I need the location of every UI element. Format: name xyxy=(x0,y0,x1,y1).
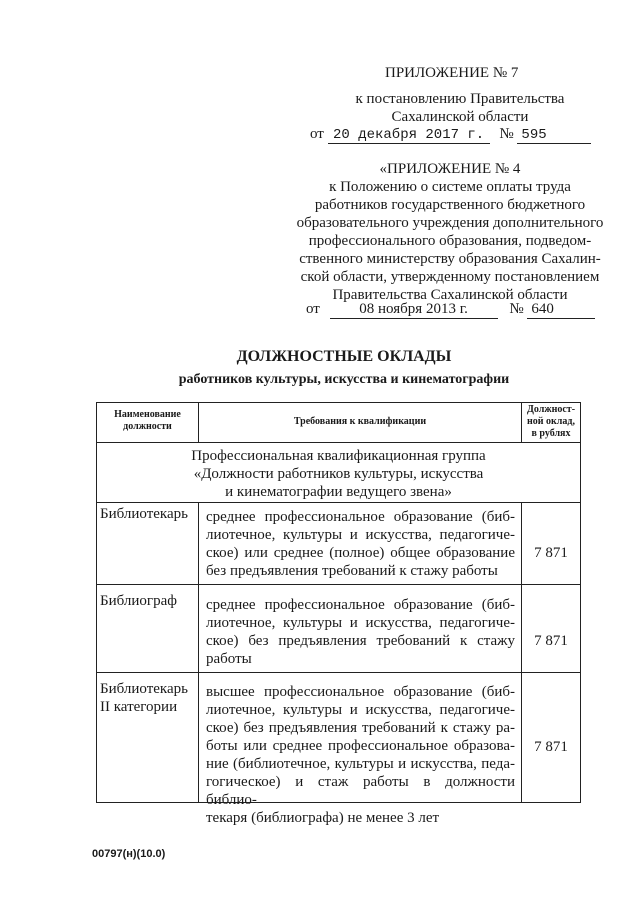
prior-appendix-title: «ПРИЛОЖЕНИЕ № 4 xyxy=(379,161,521,177)
row-salary: 7 871 xyxy=(534,545,568,561)
table-row-1-bottom xyxy=(96,584,581,585)
resolution-line-2: Сахалинской области xyxy=(391,109,529,125)
requirement-line: работы xyxy=(206,651,252,667)
requirement-line: высшее профессиональное образование (биб- xyxy=(206,684,515,700)
row-requirements xyxy=(206,596,515,668)
table-border-top xyxy=(96,402,581,403)
prior-appendix-line: к Положению о системе оплаты труда xyxy=(329,179,571,195)
number-label: № xyxy=(499,126,514,142)
requirement-line: среднее профессиональное образование (биб- xyxy=(206,597,515,613)
table-group-bottom xyxy=(96,502,581,503)
prior-appendix-line: работников государственного бюджетного xyxy=(314,197,586,213)
requirement-line: лиотечное, культуры и искусства, педагогиче- xyxy=(206,702,515,718)
prior-appendix-text xyxy=(280,178,620,304)
row-position: Библиограф xyxy=(100,593,177,609)
requirement-line: боты или среднее профессиональное образова- xyxy=(206,738,515,754)
document-title: ДОЛЖНОСТНЫЕ ОКЛАДЫ xyxy=(236,348,452,365)
row-salary: 7 871 xyxy=(534,633,568,649)
header-position-line: Наименование xyxy=(114,409,181,420)
requirement-line: без предъявления требований к стажу работы xyxy=(206,563,498,579)
row-salary: 7 871 xyxy=(534,739,568,755)
requirement-line: среднее профессиональное образование (биб- xyxy=(206,509,515,525)
requirement-line: ское) или среднее (полное) общее образование xyxy=(206,545,515,561)
prior-appendix-line: образовательного учреждения дополнительного xyxy=(296,215,604,231)
row-requirements xyxy=(206,508,515,580)
resolution-date-line xyxy=(310,126,591,144)
prior-appendix-line: Правительства Сахалинской области xyxy=(332,287,568,303)
table-border-right xyxy=(580,402,581,803)
resolution-date: 20 декабря 2017 г. xyxy=(328,127,490,144)
row-position-line: Библиотекарь xyxy=(100,681,188,697)
document-subtitle: работников культуры, искусства и кинематографии xyxy=(178,372,510,387)
prior-from-label: от xyxy=(306,301,320,317)
table-row-2-bottom xyxy=(96,672,581,673)
resolution-number: 595 xyxy=(517,127,591,144)
header-position xyxy=(97,409,198,433)
requirement-line: текаря (библиографа) не менее 3 лет xyxy=(206,810,440,826)
header-salary-line: ной оклад, xyxy=(527,416,575,427)
from-label: от xyxy=(310,126,324,142)
header-requirements: Требования к квалификации xyxy=(293,416,427,427)
appendix-title: ПРИЛОЖЕНИЕ № 7 xyxy=(385,65,519,81)
prior-appendix-line: ственного министерству образования Сахалин- xyxy=(299,251,601,267)
row-requirements xyxy=(206,683,515,827)
header-position-line: должности xyxy=(123,421,172,432)
row-position xyxy=(100,680,196,716)
requirement-line: ское) без предъявления требований к стажу xyxy=(206,633,515,649)
group-title-line: и кинематографии ведущего звена» xyxy=(225,484,452,500)
requirement-line: лиотечное, культуры и искусства, педагогиче- xyxy=(206,615,515,631)
header-salary-line: в рублях xyxy=(531,428,571,439)
group-title-line: Профессиональная квалификационная группа xyxy=(191,448,486,464)
resolution-line-1: к постановлению Правительства xyxy=(355,91,565,107)
requirement-line: гогическое) и стаж работы в должности библио- xyxy=(206,774,515,808)
table-divider-body-1 xyxy=(198,502,199,803)
requirement-line: ние (библиотечное, культуры и искусства, педа- xyxy=(206,756,515,772)
requirement-line: ское) без предъявления требований к стажу ра- xyxy=(206,720,515,736)
prior-appendix-line: ской области, утвержденному постановлением xyxy=(300,269,600,285)
group-title xyxy=(97,447,580,501)
footer-code: 00797(н)(10.0) xyxy=(92,848,166,860)
prior-appendix-date: 08 ноября 2013 г. xyxy=(330,301,498,319)
group-title-line: «Должности работников культуры, искусства xyxy=(193,466,484,482)
table-header-bottom xyxy=(96,442,581,443)
requirement-line: лиотечное, культуры и искусства, педагогиче- xyxy=(206,527,515,543)
prior-appendix-line: профессионального образования, подведом- xyxy=(308,233,592,249)
header-salary-line: Должност- xyxy=(526,404,576,415)
prior-appendix-date-line xyxy=(306,301,595,319)
prior-number-label: № xyxy=(509,301,524,317)
prior-appendix-number: 640 xyxy=(527,301,595,319)
row-position: Библиотекарь xyxy=(100,506,188,522)
row-position-line: II категории xyxy=(100,699,178,715)
header-salary xyxy=(522,404,580,440)
